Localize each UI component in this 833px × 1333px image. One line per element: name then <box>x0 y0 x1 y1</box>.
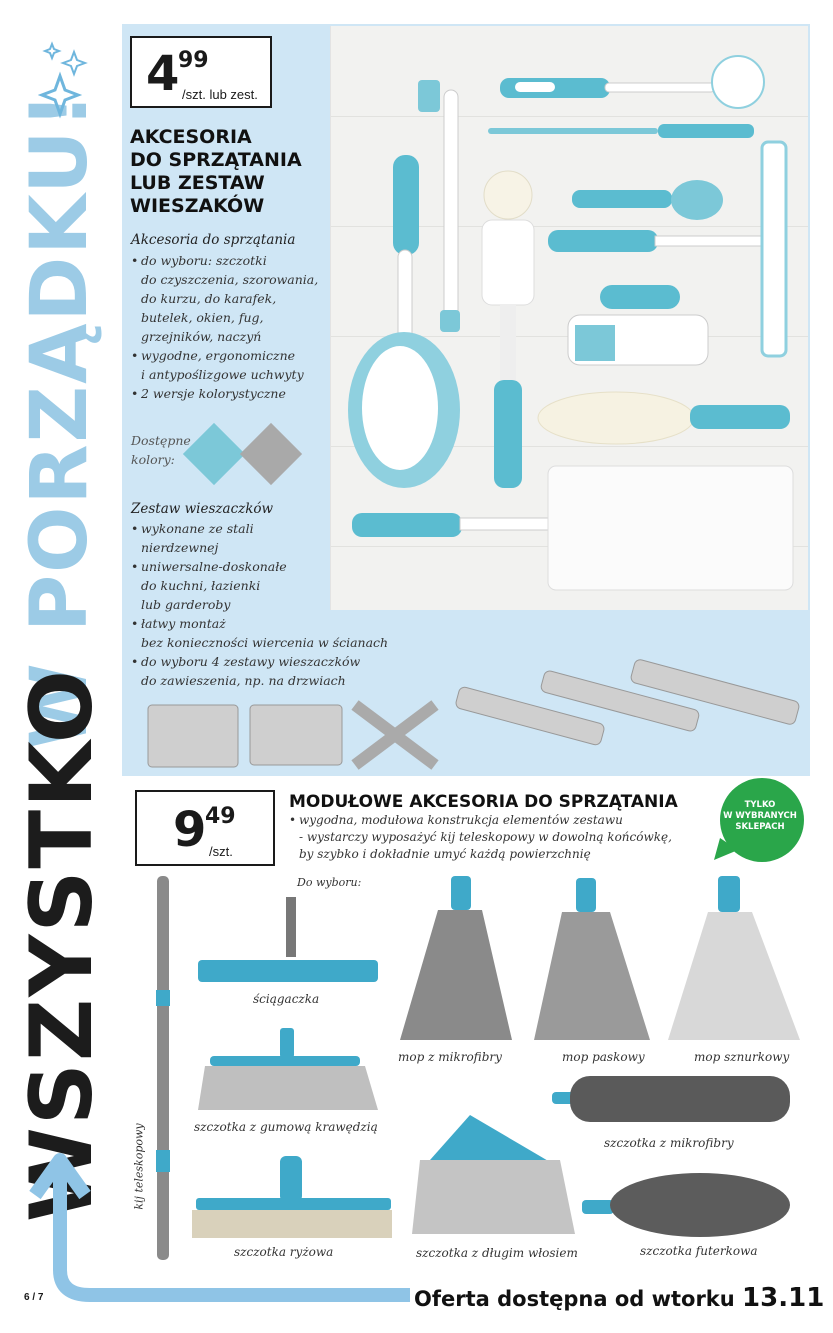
list-item-more: by szybko i dokładnie umyć każdą powierzchnię <box>299 847 591 861</box>
product-photo-accessories <box>330 26 808 610</box>
price-cents: 49 <box>205 804 236 829</box>
price-unit: /szt. <box>209 844 233 859</box>
list-item: • wygodne, ergonomiczne i antypoślizgowe uchwyty <box>131 348 304 382</box>
sparkle-icon <box>38 40 98 120</box>
caption-microfiber-brush: szczotka z mikrofibry <box>604 1136 734 1150</box>
list-item: • łatwy montaż bez konieczności wiercenia w ścianach <box>131 616 389 650</box>
caption-long-brush: szczotka z długim włosiem <box>416 1246 578 1260</box>
page-number: 6 / 7 <box>24 1292 44 1303</box>
long-bristle-brush <box>412 1115 575 1234</box>
caption-pole: kij teleskopowy <box>132 1123 146 1210</box>
choice-label: Do wyboru: <box>297 876 362 889</box>
hangers-bullets <box>131 519 388 690</box>
caption-mop-string: mop sznurkowy <box>694 1050 790 1064</box>
vertical-headline <box>0 0 120 1333</box>
mop-microfiber <box>400 876 512 1040</box>
list-item: • wykonane ze stali nierdzewnej <box>131 521 254 555</box>
price-box-modular <box>135 790 275 866</box>
curved-arrow-icon <box>20 1150 420 1333</box>
caption-mop-microfiber: mop z mikrofibry <box>398 1050 502 1064</box>
accessories-bullets <box>131 251 318 403</box>
list-item: • do wyboru 4 zestawy wieszaczków do zawieszenia, np. na drzwiach <box>131 654 361 688</box>
offer-date: 13.11 <box>742 1283 825 1313</box>
caption-squeegee: ściągaczka <box>253 992 320 1006</box>
accessories-heading: Akcesoria do sprzątania <box>131 232 296 248</box>
colors-label: Dostępne kolory: <box>131 433 191 467</box>
list-item: • do wyboru: szczotki do czyszczenia, szorowania, do kurzu, do karafek, butelek, okien, fug, grzejników, naczyń <box>131 253 319 344</box>
headline-part1: W PORZĄDKU! <box>15 90 105 750</box>
list-item: • wygodna, modułowa konstrukcja elementów zestawu <box>289 813 623 827</box>
rubber-edge-brush <box>198 1028 378 1110</box>
badge-text: TYLKO W WYBRANYCH SKLEPACH <box>723 800 797 832</box>
caption-fur-brush: szczotka futerkowa <box>640 1244 758 1258</box>
offer2-bullets <box>289 812 672 863</box>
hangers-heading: Zestaw wieszaczków <box>131 501 274 517</box>
microfiber-brush <box>552 1076 790 1122</box>
offer2-title: MODUŁOWE AKCESORIA DO SPRZĄTANIA <box>289 792 678 812</box>
mop-string <box>668 876 800 1040</box>
list-item: • 2 wersje kolorystyczne <box>131 386 286 401</box>
list-item: • uniwersalne-doskonałe do kuchni, łazienki lub garderoby <box>131 559 287 612</box>
list-item-more: - wystarczy wyposażyć kij teleskopowy w dowolną końcówkę, <box>299 830 672 844</box>
caption-mop-strip: mop paskowy <box>562 1050 645 1064</box>
price-cents: 99 <box>178 48 209 73</box>
caption-rice-brush: szczotka ryżowa <box>234 1245 334 1259</box>
fur-brush <box>582 1173 790 1237</box>
price-main: 9 <box>173 802 207 858</box>
squeegee <box>198 897 378 982</box>
headline-part2: WSZYSTKO <box>12 668 112 1222</box>
price-box-accessories <box>130 36 272 108</box>
price-unit: /szt. lub zest. <box>182 87 258 102</box>
mop-strip <box>534 878 650 1040</box>
price-main: 4 <box>146 46 180 102</box>
caption-rubber-brush: szczotka z gumową krawędzią <box>194 1120 378 1134</box>
offer1-title: AKCESORIA DO SPRZĄTANIA LUB ZESTAW WIESZAKÓW <box>130 126 302 217</box>
offer-date-line: Oferta dostępna od wtorku 13.11 <box>414 1283 825 1313</box>
